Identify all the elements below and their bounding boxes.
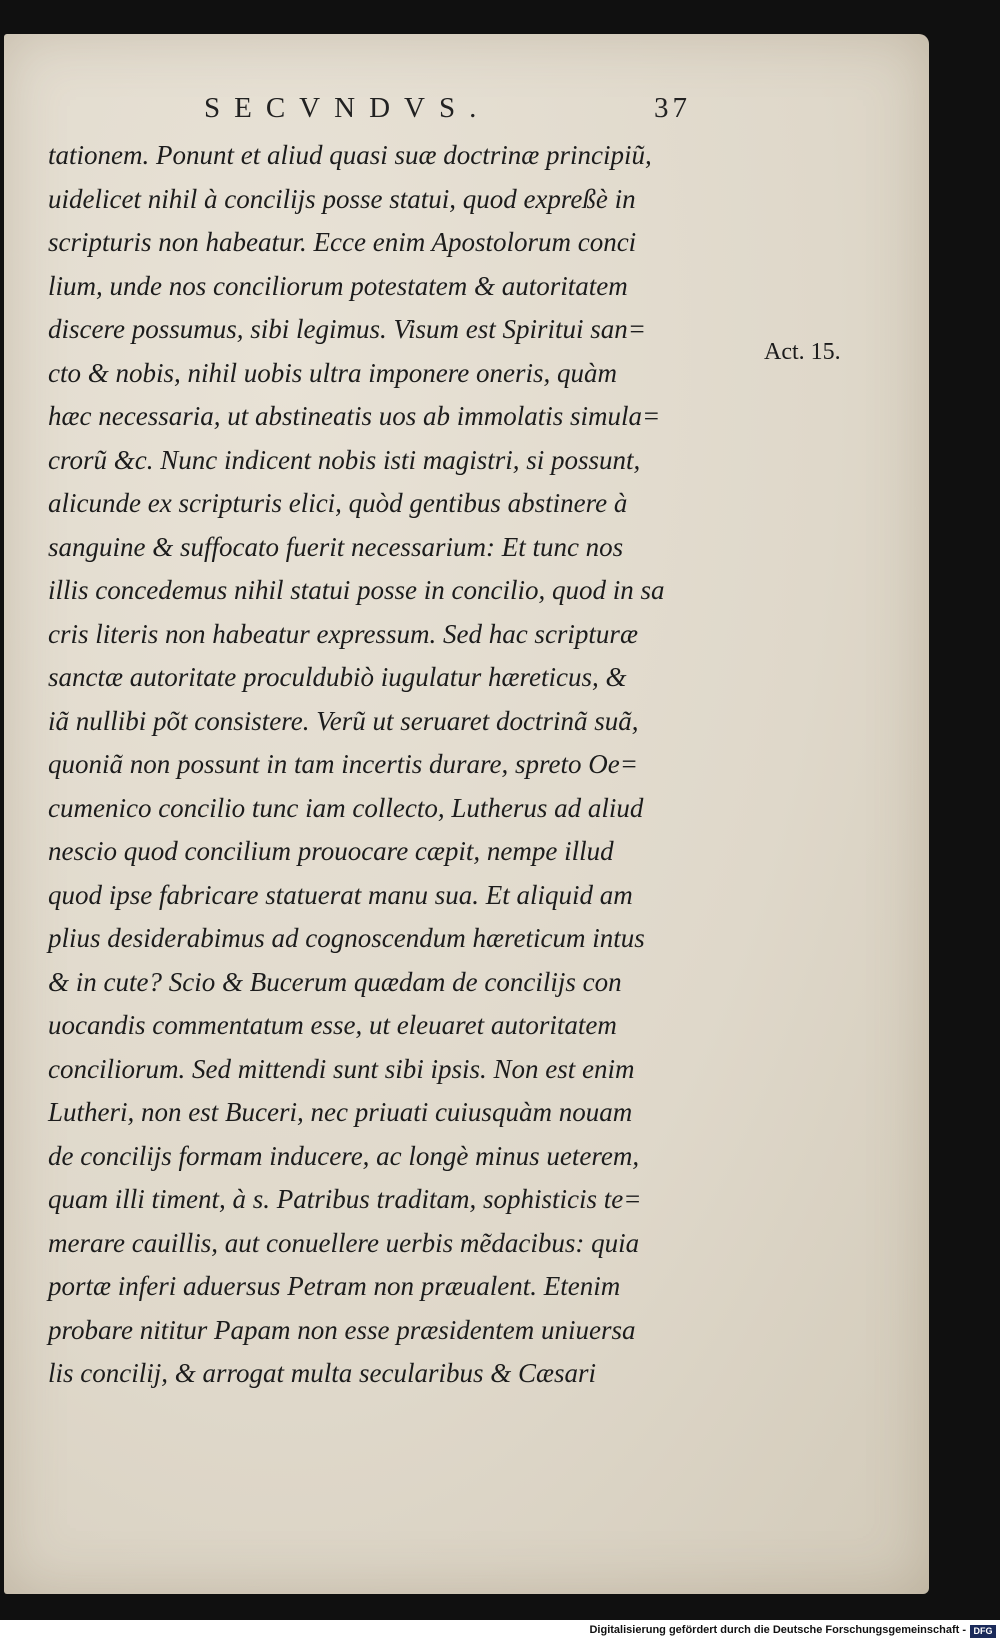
text-line: merare cauillis, aut conuellere uerbis mẽdacibus: quia	[48, 1227, 640, 1258]
text-line: sanctæ autoritate proculdubiò iugulatur hæreticus, &	[48, 662, 627, 692]
text-line: iã nullibi põt consistere. Verũ ut seruaret doctrinã suã,	[48, 705, 639, 736]
text-line: quam illi timent, à s. Patribus traditam, sophisticis te=	[48, 1184, 642, 1214]
text-line: scripturis non habeatur. Ecce enim Apostolorum conci	[48, 227, 637, 257]
text-line: lis concilij, & arrogat multa secularibus & Cæsari	[48, 1358, 597, 1388]
page-number: 37	[654, 92, 691, 124]
text-line: sanguine & suffocato fuerit necessarium: Et tunc nos	[48, 531, 624, 562]
text-line: hæc necessaria, ut abstineatis uos ab immolatis simula=	[48, 401, 661, 431]
text-line: nescio quod concilium prouocare cæpit, nempe illud	[48, 836, 614, 866]
text-line: quoniã non possunt in tam incertis durare, spreto Oe=	[48, 749, 638, 779]
text-line: quod ipse fabricare statuerat manu sua. Et aliquid am	[48, 879, 633, 910]
text-line: uocandis commentatum esse, ut eleuaret autoritatem	[48, 1010, 617, 1040]
margin-note: Act. 15.	[764, 339, 841, 365]
text-line: cumenico concilio tunc iam collecto, Lutherus ad aliud	[48, 792, 644, 823]
text-line: & in cute? Scio & Bucerum quædam de concilijs con	[48, 966, 622, 997]
footer-credit: Digitalisierung gefördert durch die Deutsche Forschungsgemeinschaft -	[589, 1624, 966, 1636]
text-line: illis concedemus nihil statui posse in concilio, quod in sa	[48, 575, 665, 605]
text-line: discere possumus, sibi legimus. Visum est Spiritui san=	[48, 314, 646, 344]
text-line: Lutheri, non est Buceri, nec priuati cuiusquàm nouam	[48, 1097, 633, 1127]
body-text	[48, 134, 748, 1396]
text-line: plius desiderabimus ad cognoscendum hæreticum intus	[48, 923, 645, 953]
text-line: crorũ &c. Nunc indicent nobis isti magistri, si possunt,	[48, 444, 641, 475]
text-line: tationem. Ponunt et aliud quasi suæ doctrinæ principiũ,	[48, 140, 652, 170]
text-line: portæ inferi aduersus Petram non præualent. Etenim	[48, 1271, 621, 1301]
text-line: alicunde ex scripturis elici, quòd gentibus abstinere à	[48, 488, 628, 518]
running-header: SECVNDVS.	[204, 92, 491, 124]
text-line: uidelicet nihil à concilijs posse statui, quod expreßè in	[48, 183, 636, 214]
text-line: conciliorum. Sed mittendi sunt sibi ipsis. Non est enim	[48, 1053, 635, 1084]
digitization-footer	[0, 1620, 1000, 1645]
text-line: lium, unde nos conciliorum potestatem & autoritatem	[48, 270, 628, 301]
book-page	[4, 34, 929, 1594]
text-line: de concilijs formam inducere, ac longè minus ueterem,	[48, 1140, 640, 1171]
text-line: cto & nobis, nihil uobis ultra imponere oneris, quàm	[48, 357, 617, 388]
text-line: probare nititur Papam non esse præsidentem uniuersa	[48, 1314, 636, 1345]
dfg-logo: DFG	[970, 1625, 996, 1638]
text-line: cris literis non habeatur expressum. Sed hac scripturæ	[48, 618, 638, 649]
